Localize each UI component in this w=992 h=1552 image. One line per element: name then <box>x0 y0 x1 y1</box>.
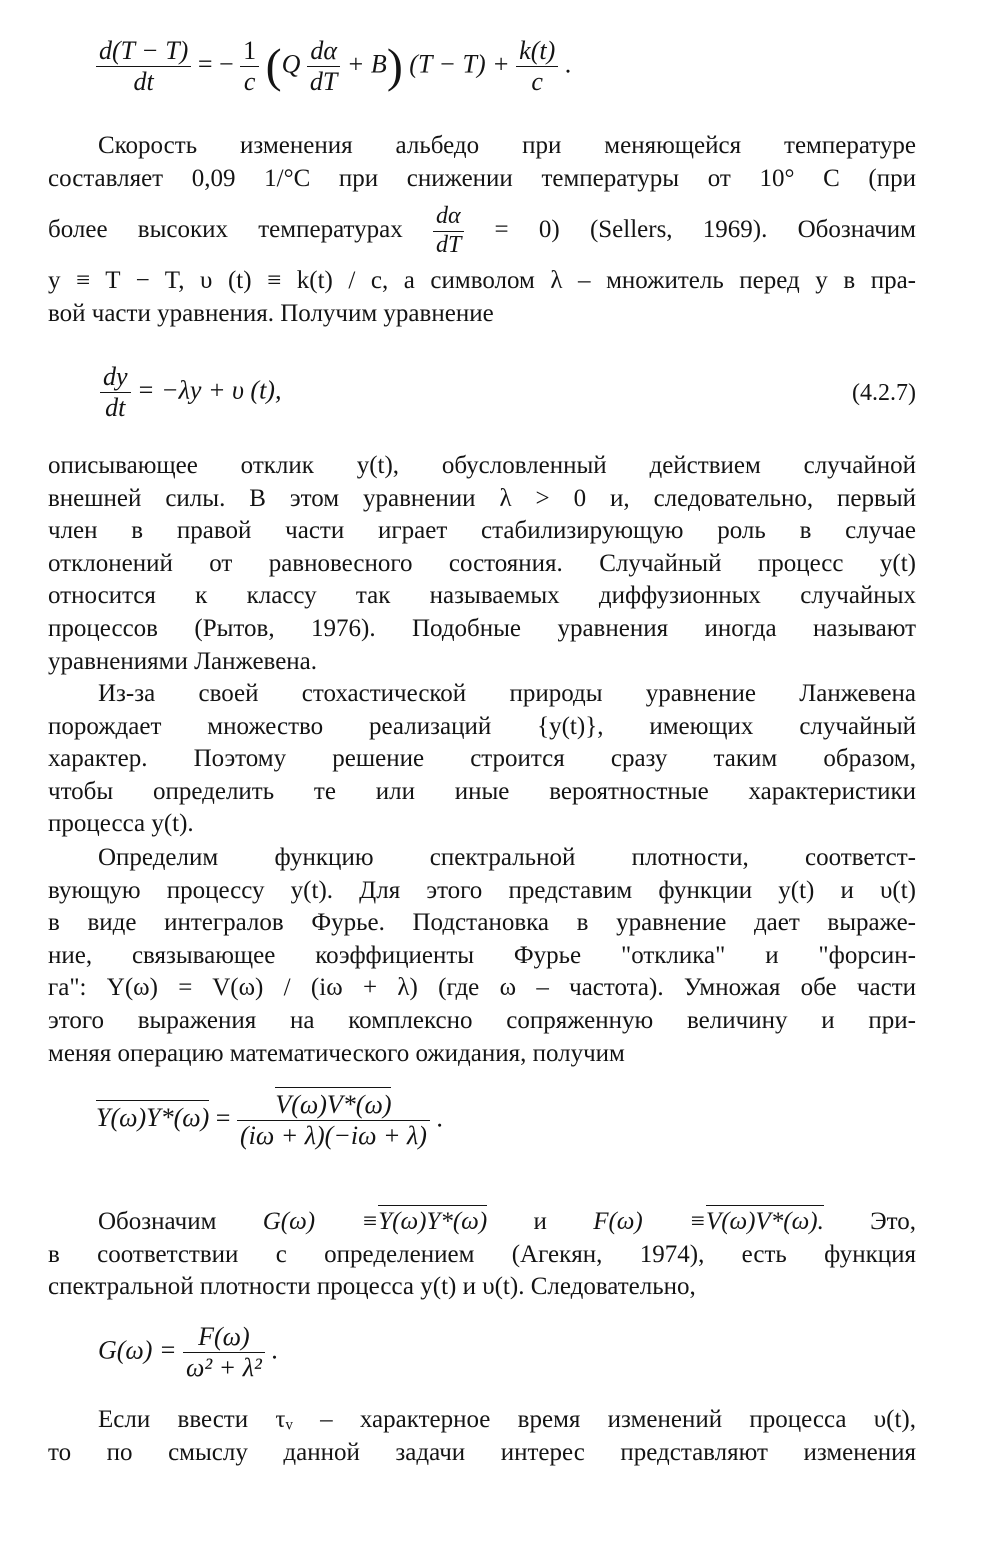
text-line: чтобы определить те или иные вероятностные характеристики <box>48 777 916 805</box>
equation-spectral-ratio: G(ω) = $\frac{F(\omega)}{\text{ω² + λ²}}$ . <box>98 1322 278 1382</box>
text-line: описывающее отклик y(t), обусловленный действием случайной <box>48 452 916 479</box>
text-line: Если ввести τᵥ – характерное время изменений процесса υ(t), <box>98 1406 916 1433</box>
text-line: член в правой части играет стабилизирующую роль в случае <box>48 517 916 545</box>
eq1-t-minus: (T − T) + <box>409 49 510 79</box>
eq1-k-den: c <box>531 66 543 96</box>
text-line: этого выражения на комплексно сопряженную величину и при- <box>48 1006 916 1034</box>
text-line: процесса y(t). <box>48 810 194 838</box>
text-line-with-fraction: более высоких температурах $\frac{d\alpha}{dT}$ = 0) (Sellers, 1969). Обозначим <box>48 203 916 258</box>
eq1-dt: dT <box>309 66 338 96</box>
text-line: меняя операцию математического ожидания, получим <box>48 1039 625 1067</box>
eq1-plus-b: + B <box>346 49 387 79</box>
text-line: относится к классу так называемых диффузионных случайных <box>48 582 916 610</box>
eq1-dalpha: dα <box>310 36 337 65</box>
eq1-c: c <box>243 66 256 96</box>
text-line: га": Y(ω) = V(ω) / (iω + λ) (где ω – частота). Умножая обе части <box>48 974 916 1002</box>
text-line: вой части уравнения. Получим уравнение <box>48 299 494 327</box>
text-line: ние, связывающее коэффициенты Фурье "отклика" и "форсин- <box>48 941 916 969</box>
eq1-one: 1 <box>240 36 259 67</box>
paragraph-characteristic-time <box>48 1404 916 1469</box>
paragraph-stochastic <box>48 678 916 841</box>
text-line: в соответствии с определением (Агекян, 1974), есть функция <box>48 1240 916 1268</box>
text-line: уравнениями Ланжевена. <box>48 647 318 675</box>
text-line: то по смыслу данной задачи интерес представляют изменения <box>48 1438 916 1466</box>
eq1-end: . <box>564 49 572 79</box>
text-line: процессов (Рытов, 1976). Подобные уравнения иногда называют <box>48 614 916 642</box>
eq1-k: k(t) <box>519 36 556 65</box>
paragraph-notation <box>48 1206 916 1304</box>
paragraph-response <box>48 450 916 678</box>
eq1-lhs-num: d(T − T) <box>99 36 189 65</box>
eq1-lhs-den: dt <box>133 66 154 96</box>
equation-langevin: $\frac{dy}{dt}$ = −λy + υ (t), <box>100 362 281 423</box>
text-line: Скорость изменения альбедо при меняющейся температуре <box>98 132 916 159</box>
equation-number: (4.2.7) <box>852 380 916 406</box>
text-line: порождает множество реализаций {y(t)}, имеющих случайный <box>48 712 916 740</box>
text-line: в виде интегралов Фурье. Подстановка в уравнение дает выраже- <box>48 909 916 937</box>
text-line: Из-за своей стохастической природы уравнение Ланжевена <box>98 680 916 707</box>
text-line: спектральной плотности процесса y(t) и υ(t). Следовательно, <box>48 1273 696 1301</box>
eq1-minus: = − <box>197 49 234 79</box>
equation-cross-spectrum: Y(ω)Y*(ω) = $\frac{V(\omega)V*(\omega)}{(i\omega + \lambda)(-i\omega + \lambda)}$ . <box>96 1090 443 1151</box>
text-line-notation: Обозначим G(ω) ≡Y(ω)Y*(ω) и F(ω) ≡V(ω)V*(ω). Это, <box>48 1206 916 1239</box>
paragraph-spectral-density <box>48 842 916 1070</box>
text-line: вующую процессу y(t). Для этого представим функции y(t) и υ(t) <box>48 876 916 904</box>
text-line: составляет 0,09 1/°C при снижении температуры от 10° С (при <box>48 164 916 192</box>
equation-albedo-response: $\frac{d(T - T)}{dt}$ = − $\frac{1}{c}$ (Q $\frac{d\alpha}{dT}$ + B) (T − T) + $\frac{k(t)}{c}$ . <box>96 36 571 97</box>
text-line: Определим функцию спектральной плотности, соответст- <box>98 844 916 871</box>
paragraph-albedo <box>48 130 916 330</box>
text-line: внешней силы. В этом уравнении λ > 0 и, следовательно, первый <box>48 484 916 512</box>
text-line: характер. Поэтому решение строится сразу таким образом, <box>48 745 916 773</box>
text-line: y ≡ T − T, υ (t) ≡ k(t) / c, а символом λ – множитель перед y в пра- <box>48 267 916 295</box>
eq1-q: Q <box>281 49 301 79</box>
text-line: отклонений от равновесного состояния. Случайный процесс y(t) <box>48 549 916 577</box>
